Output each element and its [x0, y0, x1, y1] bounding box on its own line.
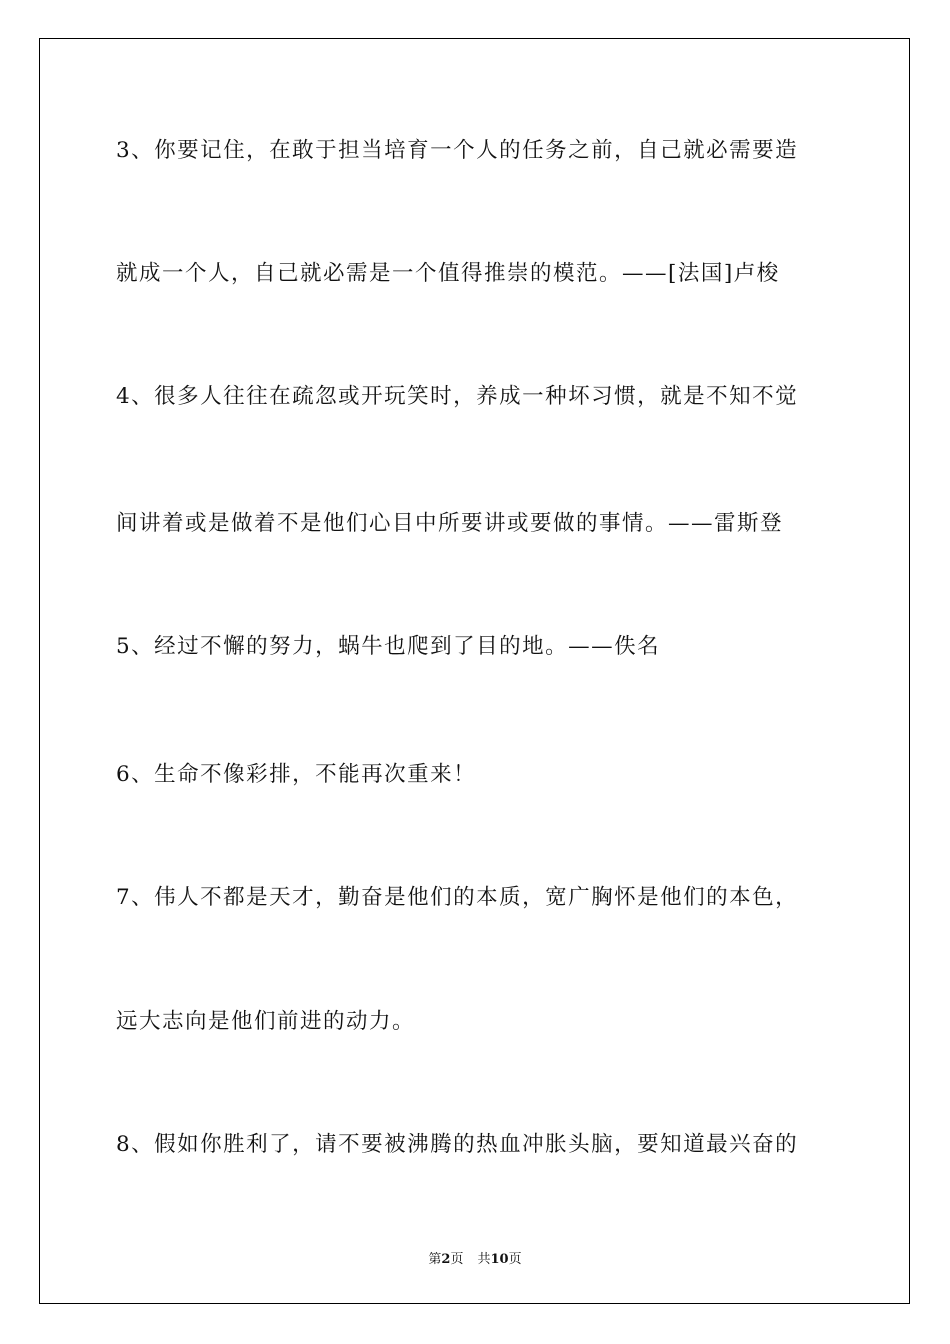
text-line-4: 间讲着或是做着不是他们心目中所要讲或要做的事情。——雷斯登 [116, 511, 784, 536]
page-number: 2 [441, 1252, 451, 1267]
text-line-6: 6、生命不像彩排，不能再次重来！ [116, 762, 477, 787]
text-line-2: 就成一个人，自己就必需是一个值得推崇的模范。——[法国]卢梭 [116, 261, 780, 286]
text-line-5: 5、经过不懈的努力，蜗牛也爬到了目的地。——佚名 [116, 634, 661, 659]
page-suffix: 页 [450, 1252, 464, 1267]
total-suffix: 页 [508, 1252, 522, 1267]
text-line-8: 远大志向是他们前进的动力。 [116, 1009, 416, 1034]
total-prefix: 共 [477, 1252, 491, 1267]
page-prefix: 第 [428, 1252, 442, 1267]
text-line-1: 3、你要记住，在敢于担当培育一个人的任务之前，自己就必需要造 [116, 138, 799, 163]
page-border [39, 38, 910, 1304]
page-footer [0, 1248, 950, 1267]
total-pages: 10 [490, 1252, 509, 1267]
text-line-3: 4、很多人往往在疏忽或开玩笑时，养成一种坏习惯，就是不知不觉 [116, 384, 799, 409]
text-line-7: 7、伟人不都是天才，勤奋是他们的本质，宽广胸怀是他们的本色， [116, 885, 799, 910]
text-line-9: 8、假如你胜利了，请不要被沸腾的热血冲胀头脑，要知道最兴奋的 [116, 1132, 799, 1157]
